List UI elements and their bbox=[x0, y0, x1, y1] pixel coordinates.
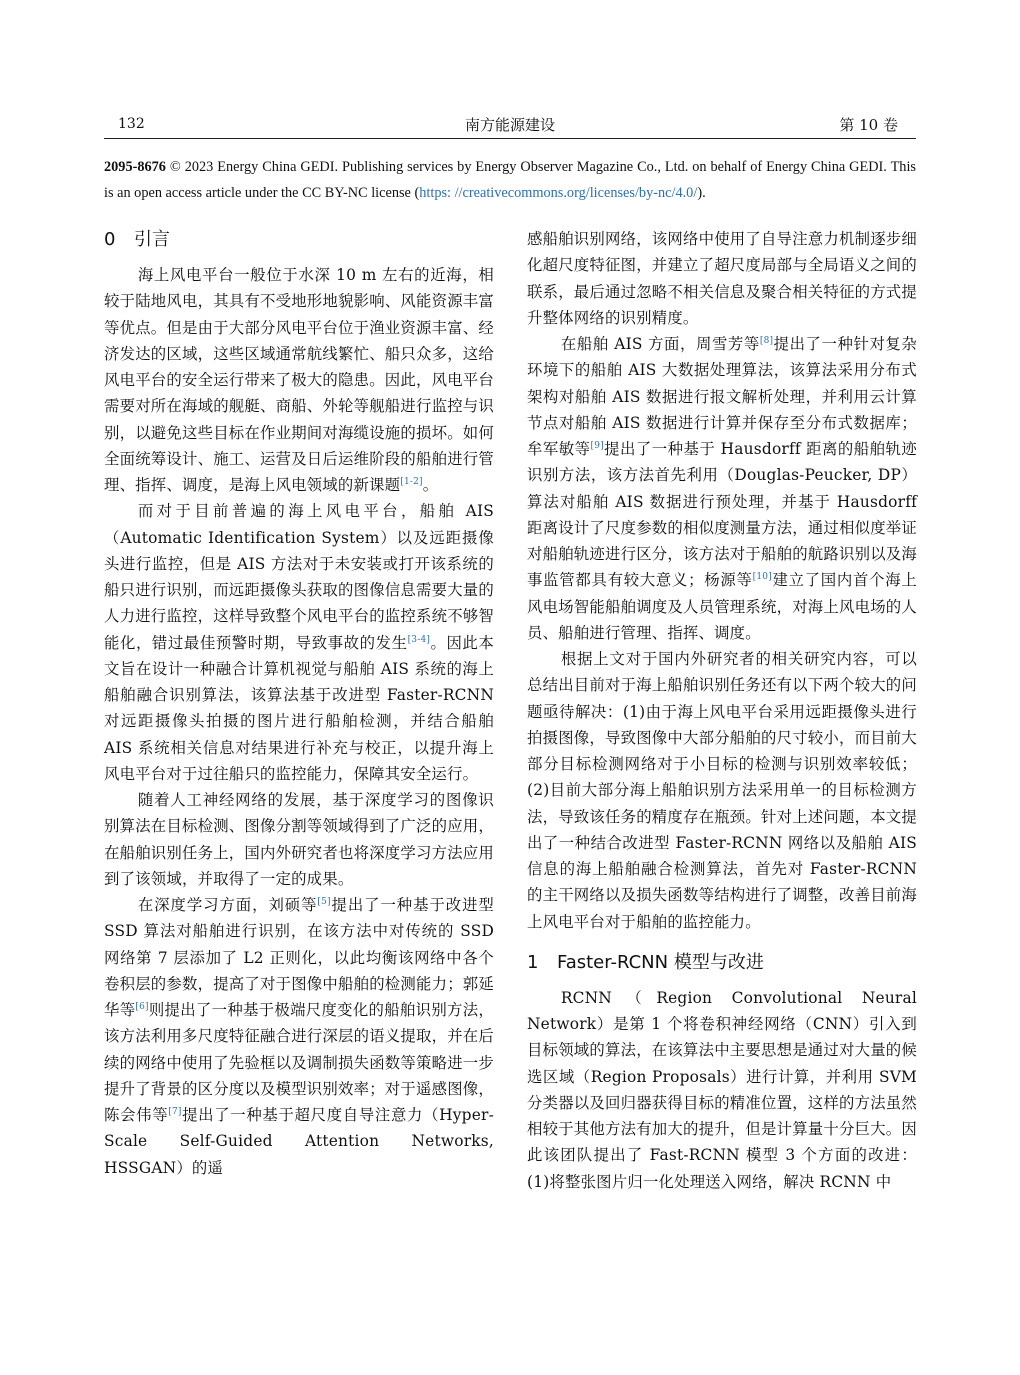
license-notice bbox=[104, 154, 916, 206]
paragraph: 海上风电平台一般位于水深 10 m 左右的近海，相较于陆地风电，其具有不受地形地貌影响、风能资源丰富等优点。但是由于大部分风电平台位于渔业资源丰富、经济发达的区域，这些区域通常航线繁忙、船只众多，这给风电平台的安全运行带来了极大的隐患。因此，风电平台需要对所在海域的舰艇、商船、外轮等舰船进行监控与识别，以避免这些目标在作业期间对海缆设施的损坏。如何全面统筹设计、施工、运营及日后运维阶段的船舶进行管理、指挥、调度，是海上风电领域的新课题[1-2]。 bbox=[104, 266, 494, 494]
paragraph: 随着人工神经网络的发展，基于深度学习的图像识别算法在目标检测、图像分割等领域得到了广泛的应用，在船舶识别任务上，国内外研究者也将深度学习方法应用到了该领域，并取得了一定的成果。 bbox=[104, 791, 494, 888]
license-link[interactable]: https: //creativecommons.org/licenses/by-nc/4.0/ bbox=[419, 185, 698, 201]
volume-label: 第 10 卷 bbox=[839, 116, 898, 134]
citation-link[interactable]: [1-2] bbox=[400, 477, 423, 487]
journal-name: 南方能源建设 bbox=[464, 116, 555, 134]
citation-link[interactable]: [9] bbox=[590, 441, 604, 451]
license-text: © 2023 Energy China GEDI. Publishing services by Energy Observer Magazine Co., Ltd. on behalf of Energy China GEDI. This is an open access article under the CC BY-NC license ( bbox=[104, 159, 916, 201]
left-column bbox=[104, 226, 494, 1181]
citation-link[interactable]: [10] bbox=[752, 572, 772, 583]
right-column bbox=[527, 226, 917, 1195]
paragraph-continued: 感船舶识别网络，该网络中使用了自导注意力机制逐步细化超尺度特征图，并建立了超尺度局部与全局语义之间的联系，最后通过忽略不相关信息及聚合相关特征的方式提升整体网络的识别精度。 bbox=[527, 230, 917, 327]
paragraph: 根据上文对于国内外研究者的相关研究内容，可以总结出目前对于海上船舶识别任务还有以下两个较大的问题亟待解决：(1)由于海上风电平台采用远距摄像头进行拍摄图像，导致图像中大部分船舶的尺寸较小，而目前大部分目标检测网络对于小目标的检测与识别效率较低；(2)目前大部分海上船舶识别方法采用单一的目标检测方法，导致该任务的精度存在瓶颈。针对上述问题，本文提出了一种结合改进型 Faster-RCNN 网络以及船舶 AIS 信息的海上船舶融合检测算法，首先对 Faster-RCNN 的主干网络以及损失函数等结构进行了调整，改善目前海上风电平台对于船舶的监控能力。 bbox=[527, 650, 917, 931]
header-rule bbox=[104, 138, 916, 139]
citation-link[interactable]: [6] bbox=[135, 1002, 149, 1012]
issn: 2095-8676 bbox=[104, 159, 166, 175]
section-heading-1: 1 Faster-RCNN 模型与改进 bbox=[527, 951, 764, 973]
paragraph: 在深度学习方面，刘硕等[5]提出了一种基于改进型 SSD 算法对船舶进行识别，在该方法中对传统的 SSD 网络第 7 层添加了 L2 正则化，以此均衡该网络中各个卷积层的参数，提高了对于图像中船舶的检测能力；郭延华等[6]则提出了一种基于极端尺度变化的船舶识别方法，该方法利用多尺度特征融合进行深层的语义提取，并在后续的网络中使用了先验框以及调制损失函数等策略进一步提升了背景的区分度以及模型识别效率；对于遥感图像，陈会伟等[7]提出了一种基于超尺度自导注意力（Hyper-Scale Self-Guided Attention Networks, HSSGAN）的遥 bbox=[104, 896, 494, 1177]
citation-link[interactable]: [7] bbox=[168, 1107, 182, 1117]
page-number: 132 bbox=[118, 116, 145, 132]
section-heading-0: 0 引言 bbox=[104, 229, 170, 250]
license-text-end: ). bbox=[697, 185, 706, 201]
citation-link[interactable]: [3-4] bbox=[407, 634, 431, 645]
paragraph: RCNN（Region Convolutional Neural Network）是第 1 个将卷积神经网络（CNN）引入到目标领域的算法，在该算法中主要思想是通过对大量的候选区域（Region Proposals）进行计算，并利用 SVM分类器以及回归器获得目标的精准位置，这样的方法虽然相较于其他方法有加大的提升，但是计算量十分巨大。因此该团队提出了 Fast-RCNN 模型 3 个方面的改进：(1)将整张图片归一化处理送入网络，解决 RCNN 中 bbox=[527, 988, 917, 1191]
paragraph: 而对于目前普遍的海上风电平台，船舶 AIS（Automatic Identification System）以及远距摄像头进行监控，但是 AIS 方法对于未安装或打开该系统的船只进行识别，而远距摄像头获取的图像信息需要大量的人力进行监控，这样导致整个风电平台的监控系统不够智能化，错过最佳预警时期，导致事故的发生[3-4]。因此本文旨在设计一种融合计算机视觉与船舶 AIS 系统的海上船舶融合识别算法，该算法基于改进型 Faster-RCNN 对远距摄像头拍摄的图片进行船舶检测，并结合船舶 AIS 系统相关信息对结果进行补充与校正，以提升海上风电平台对于过往船只的监控能力，保障其安全运行。 bbox=[104, 502, 494, 783]
citation-link[interactable]: [8] bbox=[759, 336, 774, 346]
running-header bbox=[104, 114, 916, 136]
citation-link[interactable]: [5] bbox=[317, 897, 331, 907]
paragraph: 在船舶 AIS 方面，周雪芳等[8]提出了一种针对复杂环境下的船舶 AIS 大数据处理算法，该算法采用分布式架构对船舶 AIS 数据进行报文解析处理，并利用云计算节点对船舶 AIS 数据进行计算并保存至分布式数据库；牟军敏等[9]提出了一种基于 Hausdorff 距离的船舶轨迹识别方法，该方法首先利用（Douglas-Peucker, DP）算法对船舶 AIS 数据进行预处理，并基于 Hausdorff 距离设计了尺度参数的相似度测量方法，通过相似度举证对船舶轨迹进行区分，该方法对于船舶的航路识别以及海事监管都具有较大意义；杨源等[10]建立了国内首个海上风电场智能船舶调度及人员管理系统，对海上风电场的人员、船舶进行管理、指挥、调度。 bbox=[527, 335, 917, 642]
